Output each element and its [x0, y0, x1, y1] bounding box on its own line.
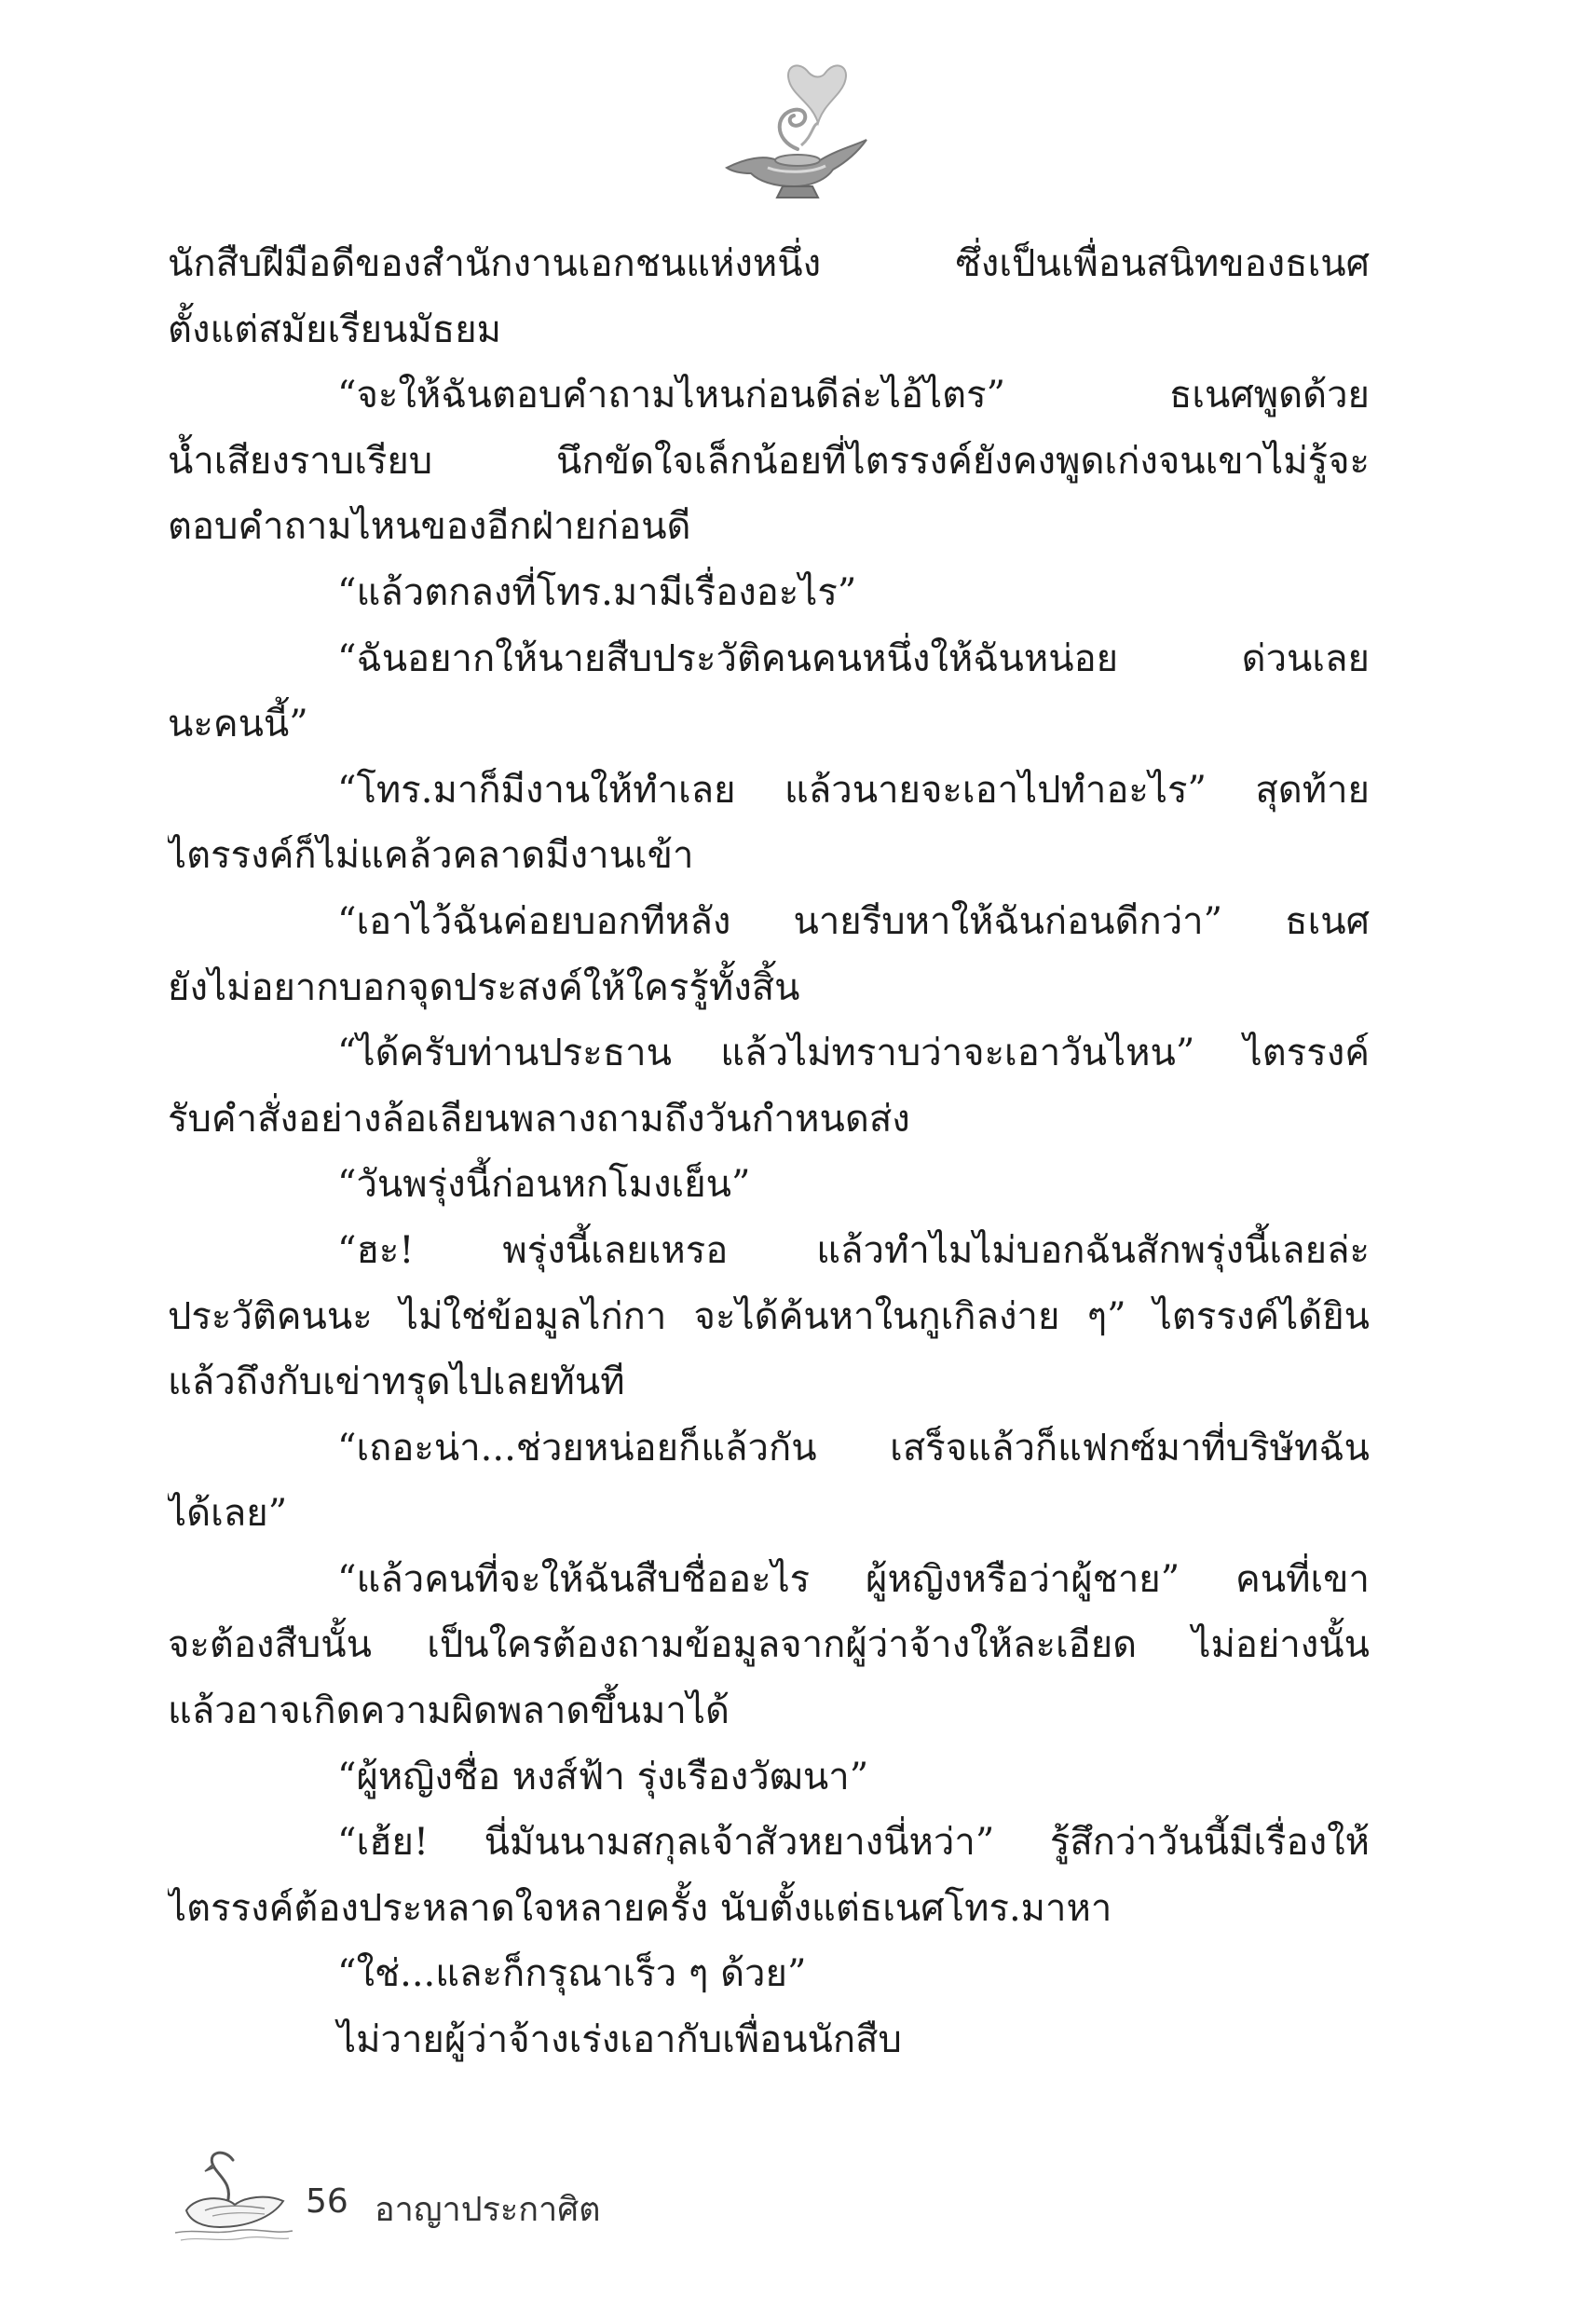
text-line: แล้วอาจเกิดความผิดพลาดขึ้นมาได้ [168, 1689, 730, 1733]
text-line: ไม่วายผู้ว่าจ้างเร่งเอากับเพื่อนนักสืบ [337, 2018, 902, 2062]
text-line: “ใช่...และก็กรุณาเร็ว ๆ ด้วย” [337, 1952, 807, 1996]
text-line: “จะให้ฉันตอบคำถามไหนก่อนดีล่ะไอ้ไตร” ธเนศพูดด้วย [337, 374, 1370, 417]
text-line: ไตรรงค์ก็ไม่แคล้วคลาดมีงานเข้า [168, 834, 694, 878]
magic-lamp-icon [708, 56, 876, 214]
text-line: นักสืบฝีมือดีของสำนักงานเอกชนแห่งหนึ่ง ซึ่งเป็นเพื่อนสนิทของธเนศ [168, 242, 1370, 285]
text-line: ตั้งแต่สมัยเรียนมัธยม [168, 308, 502, 351]
swan-icon [168, 2143, 298, 2246]
text-line: นะคนนี้” [168, 703, 308, 746]
text-line: “เถอะน่า...ช่วยหน่อยก็แล้วกัน เสร็จแล้วก็แฟกซ์มาที่บริษัทฉัน [337, 1426, 1370, 1470]
body-text [168, 231, 1370, 2073]
text-line: “เอาไว้ฉันค่อยบอกทีหลัง นายรีบหาให้ฉันก่อนดีกว่า” ธเนศ [337, 899, 1370, 943]
text-line: ยังไม่อยากบอกจุดประสงค์ให้ใครรู้ทั้งสิ้น [168, 965, 800, 1009]
text-line: ไตรรงค์ต้องประหลาดใจหลายครั้ง นับตั้งแต่ธเนศโทร.มาหา [168, 1886, 1112, 1930]
book-title: อาญาประกาศิต [375, 2191, 601, 2229]
text-line: ตอบคำถามไหนของอีกฝ่ายก่อนดี [168, 505, 691, 549]
page-number: 56 [306, 2182, 348, 2221]
page-footer [168, 2143, 727, 2255]
text-line: “แล้วคนที่จะให้ฉันสืบชื่ออะไร ผู้หญิงหรือว่าผู้ชาย” คนที่เขา [337, 1557, 1370, 1601]
text-line: ได้เลย” [168, 1492, 288, 1536]
text-line: “ฮะ! พรุ่งนี้เลยเหรอ แล้วทำไมไม่บอกฉันสักพรุ่งนี้เลยล่ะ [337, 1228, 1370, 1272]
text-line: “แล้วตกลงที่โทร.มามีเรื่องอะไร” [337, 570, 857, 614]
text-line: น้ำเสียงราบเรียบ นึกขัดใจเล็กน้อยที่ไตรรงค์ยังคงพูดเก่งจนเขาไม่รู้จะ [168, 439, 1370, 483]
text-line: “ได้ครับท่านประธาน แล้วไม่ทราบว่าจะเอาวันไหน” ไตรรงค์ [337, 1032, 1370, 1075]
text-line: “เฮ้ย! นี่มันนามสกุลเจ้าสัวหยางนี่หว่า” รู้สึกว่าวันนี้มีเรื่องให้ [337, 1821, 1370, 1865]
text-line: “ผู้หญิงชื่อ หงส์ฟ้า รุ่งเรืองวัฒนา” [337, 1755, 869, 1798]
text-line: รับคำสั่งอย่างล้อเลียนพลางถามถึงวันกำหนดส่ง [168, 1097, 910, 1141]
text-line: จะต้องสืบนั้น เป็นใครต้องถามข้อมูลจากผู้ว่าจ้างให้ละเอียด ไม่อย่างนั้น [168, 1623, 1370, 1667]
text-line: ประวัติคนนะ ไม่ใช่ข้อมูลไก่กา จะได้ค้นหาในกูเกิลง่าย ๆ” ไตรรงค์ได้ยิน [168, 1294, 1370, 1338]
text-line: “วันพรุ่งนี้ก่อนหกโมงเย็น” [337, 1163, 751, 1207]
text-line: แล้วถึงกับเข่าทรุดไปเลยทันที [168, 1361, 625, 1404]
text-line: “ฉันอยากให้นายสืบประวัติคนคนหนึ่งให้ฉันหน่อย ด่วนเลย [337, 636, 1370, 680]
text-line: “โทร.มาก็มีงานให้ทำเลย แล้วนายจะเอาไปทำอะไร” สุดท้าย [337, 768, 1370, 812]
